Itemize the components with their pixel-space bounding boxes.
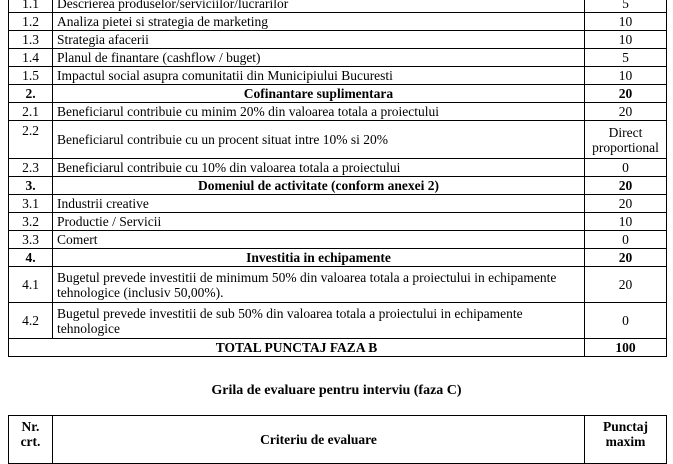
row-criterion: Beneficiarul contribuie cu minim 20% din valoarea totala a proiectului — [53, 103, 585, 121]
table-row — [9, 213, 667, 231]
table-row — [9, 13, 667, 31]
table-row — [9, 231, 667, 249]
row-points: 5 — [585, 0, 667, 13]
section-title: Investitia in echipamente — [53, 249, 585, 267]
table-row — [9, 31, 667, 49]
row-points: 5 — [585, 49, 667, 67]
row-number: 3.3 — [9, 231, 53, 249]
row-criterion: Strategia afacerii — [53, 31, 585, 49]
row-number: 2.3 — [9, 159, 53, 177]
section-number: 2. — [9, 85, 53, 103]
section-title: Cofinantare suplimentara — [53, 85, 585, 103]
row-number: 4.1 — [9, 267, 53, 303]
row-criterion: Productie / Servicii — [53, 213, 585, 231]
table-row — [9, 267, 667, 303]
table-row — [9, 159, 667, 177]
row-criterion: Beneficiarul contribuie cu un procent situat intre 10% si 20% — [53, 121, 585, 159]
row-criterion: Planul de finantare (cashflow / buget) — [53, 49, 585, 67]
section-number: 4. — [9, 249, 53, 267]
table-row — [9, 303, 667, 339]
table-header-row — [9, 416, 667, 464]
table-row — [9, 67, 667, 85]
row-points: 10 — [585, 31, 667, 49]
row-criterion: Descrierea produselor/serviciilor/lucrarilor — [53, 0, 585, 13]
row-criterion: Impactul social asupra comunitatii din Municipiului Bucuresti — [53, 67, 585, 85]
row-points: 0 — [585, 159, 667, 177]
interview-grid-title: Grila de evaluare pentru interviu (faza C) — [211, 383, 462, 398]
row-number: 2.2 — [9, 121, 53, 159]
section-number: 3. — [9, 177, 53, 195]
row-number: 1.3 — [9, 31, 53, 49]
row-points: 0 — [585, 231, 667, 249]
total-label: TOTAL PUNCTAJ FAZA B — [9, 339, 585, 357]
row-number: 4.2 — [9, 303, 53, 339]
evaluation-table-faza-b — [8, 0, 667, 357]
row-number: 1.5 — [9, 67, 53, 85]
header-punctaj-maxim: Punctaj maxim — [585, 416, 667, 464]
row-points: 10 — [585, 213, 667, 231]
row-points: 20 — [585, 267, 667, 303]
row-points: 10 — [585, 13, 667, 31]
section-row — [9, 85, 667, 103]
row-criterion: Industrii creative — [53, 195, 585, 213]
section-row — [9, 249, 667, 267]
row-number: 1.2 — [9, 13, 53, 31]
row-number: 1.4 — [9, 49, 53, 67]
row-number: 3.2 — [9, 213, 53, 231]
table-row — [9, 121, 667, 159]
total-row — [9, 339, 667, 357]
row-number: 3.1 — [9, 195, 53, 213]
section-points: 20 — [585, 85, 667, 103]
row-points: 20 — [585, 195, 667, 213]
row-points: 20 — [585, 103, 667, 121]
interview-table-header — [8, 415, 667, 464]
row-points: Direct proportional — [585, 121, 667, 159]
table-row — [9, 103, 667, 121]
row-number: 1.1 — [9, 0, 53, 13]
row-criterion: Analiza pietei si strategia de marketing — [53, 13, 585, 31]
header-criteriu: Criteriu de evaluare — [53, 416, 585, 464]
section-title: Domeniul de activitate (conform anexei 2) — [53, 177, 585, 195]
section-points: 20 — [585, 249, 667, 267]
row-criterion: Bugetul prevede investitii de sub 50% din valoarea totala a proiectului in echipamente tehnologice — [53, 303, 585, 339]
row-criterion: Beneficiarul contribuie cu 10% din valoarea totala a proiectului — [53, 159, 585, 177]
section-row — [9, 177, 667, 195]
row-points: 0 — [585, 303, 667, 339]
row-criterion: Comert — [53, 231, 585, 249]
row-criterion: Bugetul prevede investitii de minimum 50% din valoarea totala a proiectului in echipamente tehnologice (inclusiv 50,00%). — [53, 267, 585, 303]
section-points: 20 — [585, 177, 667, 195]
table-row — [9, 0, 667, 13]
table-row — [9, 49, 667, 67]
total-points: 100 — [585, 339, 667, 357]
table-row — [9, 195, 667, 213]
row-number: 2.1 — [9, 103, 53, 121]
header-nr-crt: Nr. crt. — [9, 416, 53, 464]
row-points: 10 — [585, 67, 667, 85]
